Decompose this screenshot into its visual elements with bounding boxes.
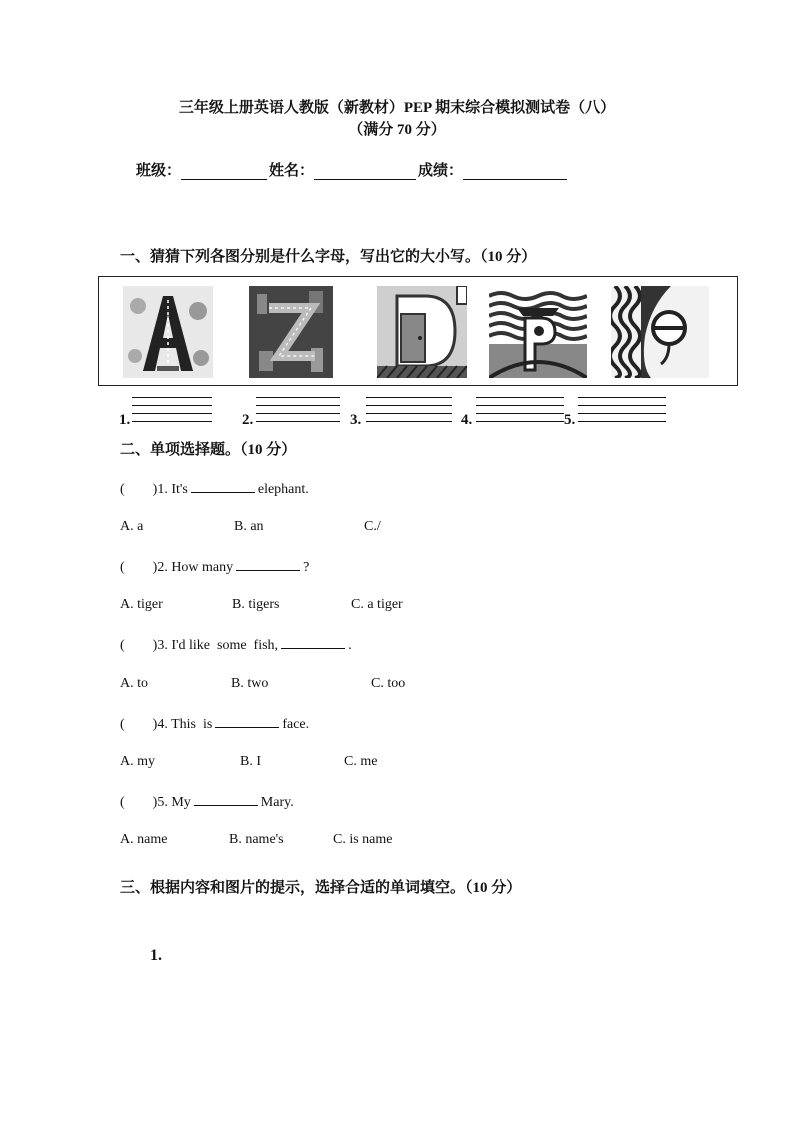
answer-blank[interactable] (194, 793, 258, 806)
section3-heading: 三、根据内容和图片的提示，选择合适的单词填空。（10 分） (120, 880, 522, 896)
q5-option-b[interactable]: B. name's (229, 832, 284, 847)
question-stem-end: face. (282, 717, 310, 732)
q2-option-b[interactable]: B. tigers (232, 597, 280, 612)
q5-option-a[interactable]: A. name (120, 832, 168, 847)
writing-lines-1[interactable] (132, 390, 212, 422)
q2-option-a[interactable]: A. tiger (120, 597, 163, 612)
letter-e-picture (611, 286, 709, 378)
picture-number-4: 4. (461, 412, 473, 428)
q4-option-a[interactable]: A. my (120, 754, 155, 769)
question-stem: ( )5. My (120, 795, 191, 810)
answer-blank[interactable] (281, 636, 345, 649)
q1-option-a[interactable]: A. a (120, 519, 144, 534)
name-label: 姓名： (269, 163, 315, 179)
writing-lines-4[interactable] (476, 390, 564, 422)
class-label: 班级： (136, 163, 182, 179)
question-2 (120, 558, 309, 576)
question-4 (120, 715, 309, 733)
score-label: 成绩： (418, 163, 464, 179)
question-stem: ( )3. I'd like some fish, (120, 638, 279, 653)
writing-lines-3[interactable] (366, 390, 452, 422)
writing-lines-2[interactable] (256, 390, 340, 422)
question-stem-end: elephant. (257, 482, 309, 497)
letter-a-picture (123, 286, 213, 378)
q2-option-c[interactable]: C. a tiger (351, 597, 403, 612)
q4-option-c[interactable]: C. me (344, 754, 378, 769)
question-stem-end: Mary. (260, 795, 294, 810)
q3-option-a[interactable]: A. to (120, 676, 148, 691)
q4-option-b[interactable]: B. I (240, 754, 261, 769)
answer-blank[interactable] (215, 715, 279, 728)
section2-heading: 二、单项选择题。（10 分） (120, 442, 297, 458)
letter-pictures-box (98, 276, 738, 386)
question-stem: ( )4. This is (120, 717, 213, 732)
section3-item-1: 1. (150, 947, 162, 964)
question-3 (120, 636, 352, 654)
name-blank[interactable] (314, 165, 416, 180)
student-info-row (136, 159, 569, 180)
question-stem-end: . (348, 638, 352, 653)
picture-number-5: 5. (564, 412, 576, 428)
letter-d-picture (377, 286, 467, 378)
letter-z-picture (249, 286, 333, 378)
picture-number-2: 2. (242, 412, 254, 428)
q5-option-c[interactable]: C. is name (333, 832, 393, 847)
question-1 (120, 480, 309, 498)
question-stem-end: ? (303, 560, 310, 575)
q3-option-c[interactable]: C. too (371, 676, 406, 691)
section1-heading: 一、猜猜下列各图分别是什么字母，写出它的大小写。（10 分） (120, 249, 537, 265)
answer-blank[interactable] (191, 480, 255, 493)
score-blank[interactable] (463, 165, 567, 180)
question-5 (120, 793, 294, 811)
page-subtitle: （满分 70 分） (348, 122, 446, 138)
answer-blank[interactable] (236, 558, 300, 571)
picture-number-1: 1. (119, 412, 131, 428)
question-stem: ( )2. How many (120, 560, 234, 575)
q1-option-b[interactable]: B. an (234, 519, 264, 534)
picture-number-3: 3. (350, 412, 362, 428)
letter-p-picture (489, 286, 587, 378)
page-title: 三年级上册英语人教版（新教材）PEP 期末综合模拟测试卷（八） (178, 100, 616, 116)
q1-option-c[interactable]: C./ (364, 519, 381, 534)
q3-option-b[interactable]: B. two (231, 676, 269, 691)
class-blank[interactable] (181, 165, 267, 180)
question-stem: ( )1. It's (120, 482, 188, 497)
writing-lines-5[interactable] (578, 390, 666, 422)
